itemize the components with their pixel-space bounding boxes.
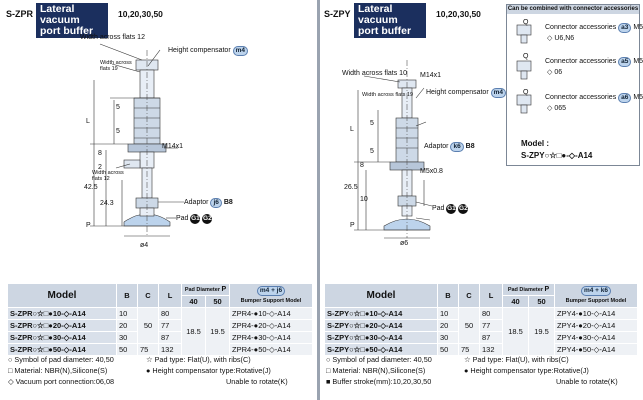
- right-row1-bumper: ZPY4-●20-◇-A14: [555, 320, 638, 332]
- left-dim-8: 8: [98, 150, 102, 157]
- left-row0-B: 10: [117, 308, 138, 320]
- acc-item-2-q: Q: [523, 53, 529, 60]
- table-row: [8, 332, 313, 344]
- left-note-1: ○ Symbol of pad diameter: 40,50: [8, 355, 114, 364]
- left-row1-model: S-ZPR○☆□●20-◇-A14: [8, 320, 117, 332]
- left-adaptor-code: B8: [223, 199, 233, 206]
- right-note-5: Unable to rotate(K): [556, 377, 618, 386]
- left-row1-L: 77: [159, 320, 182, 332]
- right-th-pad-diameter: [503, 284, 555, 296]
- right-title-line1: Lateral vacuum: [358, 3, 398, 26]
- acc-item-1-label: Connector accessories: [545, 24, 617, 31]
- right-technical-drawing: [320, 30, 506, 250]
- acc-item-2-badge: a5: [618, 57, 631, 67]
- left-label-height-compensator: [168, 46, 248, 56]
- acc-item-2: [545, 57, 643, 67]
- right-note-3: □ Material: NBR(N),Silicone(S): [326, 366, 426, 375]
- left-title-line2: port buffer: [40, 25, 94, 37]
- right-note-2: ☆ Pad type: Flat(U), with ribs(C): [464, 355, 569, 364]
- acc-item-3-label: Connector accessories: [545, 94, 617, 101]
- accessories-box: [506, 4, 643, 166]
- left-row2-L: 87: [159, 332, 182, 344]
- right-pad-badge-g2: G2: [459, 205, 468, 212]
- right-row0-model: S-ZPY○☆□●10-◇-A14: [325, 308, 438, 320]
- acc-item-3-badge: a6: [618, 93, 631, 103]
- left-dim-42-5: 42.5: [84, 184, 98, 191]
- right-row3-B: 50: [438, 344, 459, 356]
- acc-item-3: [545, 93, 643, 103]
- right-row3-C: 75: [459, 344, 480, 356]
- left-hc-badge: m4: [233, 46, 248, 56]
- table-row: [325, 308, 638, 320]
- left-dim-2: 2: [98, 164, 102, 171]
- right-th-model: Model: [325, 284, 438, 308]
- acc-item-1-spec: ◇ U6,N6: [547, 35, 575, 42]
- acc-model-label: Model :: [521, 139, 549, 148]
- right-bumper-text: Bumper Support Model: [565, 297, 627, 304]
- right-row2-B: 30: [438, 332, 459, 344]
- left-row0-L: 80: [159, 308, 182, 320]
- acc-item-1-q: Q: [523, 19, 529, 26]
- left-th-P: P: [221, 285, 227, 293]
- acc-item-3-q: Q: [523, 89, 529, 96]
- right-label-height-compensator: [426, 88, 506, 98]
- left-row1-bumper: ZPR4-●20-◇-A14: [230, 320, 313, 332]
- left-panel: [0, 0, 316, 400]
- left-th-C: C: [138, 284, 159, 308]
- left-pad-badge-g1: G1: [191, 215, 200, 222]
- left-label-thread: M14x1: [162, 143, 184, 150]
- acc-model-code: S-ZPY○☆□●-◇-A14: [521, 151, 593, 160]
- right-row3-L: 132: [480, 344, 503, 356]
- right-hc-text: Height compensator: [426, 89, 489, 96]
- table-row: [8, 320, 313, 332]
- table-row: [8, 308, 313, 320]
- left-dim-24-3: 24.3: [100, 200, 114, 207]
- left-hc-text: Height compensator: [168, 47, 231, 54]
- left-th-L: L: [159, 284, 182, 308]
- right-dim-5a: 5: [370, 120, 374, 127]
- right-title-line2: port buffer: [358, 25, 412, 37]
- right-note-6: ■ Buffer stroke(mm):10,20,30,50: [326, 377, 432, 386]
- right-series-code: S-ZPY: [324, 9, 351, 19]
- right-note-4: ● Height compensator type:Rotative(J): [464, 366, 589, 375]
- left-label-pad: [176, 214, 212, 224]
- accessories-title: Can be combined with connector accessories: [507, 6, 639, 12]
- left-series-code: S-ZPR: [6, 9, 33, 19]
- right-hc-badge: m4: [491, 88, 506, 98]
- right-th-pad-dia-text: Pad Diameter: [507, 286, 543, 293]
- left-adaptor-text: Adaptor: [184, 199, 209, 206]
- right-dim-P: P: [350, 222, 355, 229]
- right-dim-L: L: [350, 126, 354, 133]
- left-label-adaptor: [184, 198, 233, 208]
- left-row1-B: 20: [117, 320, 138, 332]
- left-note-2: ☆ Pad type: Flat(U), with ribs(C): [146, 355, 251, 364]
- left-title-line1: Lateral vacuum: [40, 3, 80, 26]
- acc-item-1-thread: M5: [633, 24, 643, 31]
- right-pad-text: Pad: [432, 205, 445, 212]
- left-note-4: ● Height compensator type:Rotative(J): [146, 366, 271, 375]
- left-label-waf12: Width across flats 12: [80, 34, 145, 41]
- right-pad-badge-g1: G1: [447, 205, 456, 212]
- left-row3-C: 75: [138, 344, 159, 356]
- left-bumper-badge: m4 + j6: [257, 286, 285, 296]
- table-row: [325, 332, 638, 344]
- left-row3-bumper: ZPR4-●50-◇-A14: [230, 344, 313, 356]
- right-row1-L: 77: [480, 320, 503, 332]
- left-pad-text: Pad: [176, 215, 189, 222]
- right-adaptor-badge: k6: [450, 142, 463, 152]
- left-note-5: Unable to rotate(K): [226, 377, 288, 386]
- right-spec-table: [324, 283, 638, 356]
- left-spec-table: [7, 283, 313, 356]
- right-th-B: B: [438, 284, 459, 308]
- left-row3-model: S-ZPR○☆□●50-◇-A14: [8, 344, 117, 356]
- right-adaptor-text: Adaptor: [424, 143, 449, 150]
- right-dim-5b: 5: [370, 148, 374, 155]
- right-note-1: ○ Symbol of pad diameter: 40,50: [326, 355, 432, 364]
- right-th-C: C: [459, 284, 480, 308]
- acc-item-2-spec: ◇ 06: [547, 69, 563, 76]
- right-row1-model: S-ZPY○☆□●20-◇-A14: [325, 320, 438, 332]
- left-th-40: 40: [182, 296, 206, 308]
- right-row0-bumper: ZPY4-●10-◇-A14: [555, 308, 638, 320]
- right-adaptor-code: B8: [465, 143, 475, 150]
- left-note-6: ◇ Vacuum port connection:06,08: [8, 377, 115, 386]
- right-row1-B: 20: [438, 320, 459, 332]
- left-row3-B: 50: [117, 344, 138, 356]
- right-row3-model: S-ZPY○☆□●50-◇-A14: [325, 344, 438, 356]
- left-bumper-text: Bumper Support Model: [240, 297, 302, 304]
- right-th-bumper: [555, 284, 638, 308]
- right-row0-B: 10: [438, 308, 459, 320]
- acc-item-1: [545, 23, 643, 33]
- left-dim-5b: 5: [116, 128, 120, 135]
- right-row2-L: 87: [480, 332, 503, 344]
- left-dim-diameter: ø4: [140, 242, 149, 249]
- left-note-3: □ Material: NBR(N),Silicone(S): [8, 366, 108, 375]
- right-th-40: 40: [503, 296, 529, 308]
- left-dim-5a: 5: [116, 104, 120, 111]
- right-row3-bumper: ZPY4-●50-◇-A14: [555, 344, 638, 356]
- acc-item-3-thread: M5: [633, 94, 643, 101]
- right-row2-model: S-ZPY○☆□●30-◇-A14: [325, 332, 438, 344]
- right-P50: 19.5: [528, 308, 554, 356]
- right-th-L: L: [480, 284, 503, 308]
- left-pad-badge-g2: G2: [203, 215, 212, 222]
- left-row3-L: 132: [159, 344, 182, 356]
- right-dim-10: 10: [360, 196, 368, 203]
- left-th-pad-dia-text: Pad Diameter: [184, 286, 220, 293]
- right-label-waf10: Width across flats 10: [342, 70, 407, 77]
- left-label-waf19: Width across flats 19: [100, 60, 132, 72]
- left-C-merged: 50: [138, 308, 159, 344]
- left-th-model: Model: [8, 284, 117, 308]
- right-dim-26-5: 26.5: [344, 184, 358, 191]
- right-label-thread-top: M14x1: [420, 72, 442, 79]
- left-th-pad-diameter: [182, 284, 230, 296]
- left-adaptor-badge: j6: [210, 198, 221, 208]
- right-label-waf19: Width across flats 19: [362, 92, 414, 98]
- left-th-bumper: [230, 284, 313, 308]
- left-sizes: 10,20,30,50: [118, 9, 163, 19]
- left-technical-drawing: [0, 30, 316, 250]
- right-row0-L: 80: [480, 308, 503, 320]
- acc-item-2-thread: M5: [633, 58, 643, 65]
- right-label-adaptor: [424, 142, 475, 152]
- right-th-P: P: [544, 285, 550, 293]
- right-dim-diameter: ø6: [400, 240, 409, 247]
- left-row2-model: S-ZPR○☆□●30-◇-A14: [8, 332, 117, 344]
- left-label-waf12b: Width across flats 12: [92, 170, 124, 182]
- left-P50: 19.5: [205, 308, 229, 356]
- right-th-50: 50: [528, 296, 554, 308]
- right-P40: 18.5: [503, 308, 529, 356]
- right-label-m5: M5x0.8: [420, 168, 443, 175]
- left-P40: 18.5: [182, 308, 206, 356]
- right-bumper-badge: m4 + k6: [581, 286, 611, 296]
- table-row: [325, 320, 638, 332]
- left-row2-bumper: ZPR4-●30-◇-A14: [230, 332, 313, 344]
- right-dim-8: 8: [360, 162, 364, 169]
- acc-item-1-badge: a3: [618, 23, 631, 33]
- left-row0-model: S-ZPR○☆□●10-◇-A14: [8, 308, 117, 320]
- left-th-50: 50: [205, 296, 229, 308]
- right-panel: [320, 0, 642, 400]
- right-C-merged: 50: [459, 308, 480, 344]
- left-th-B: B: [117, 284, 138, 308]
- acc-item-3-spec: ◇ 065: [547, 105, 567, 112]
- left-row0-bumper: ZPR4-●10-◇-A14: [230, 308, 313, 320]
- right-label-pad: [432, 204, 468, 214]
- left-dim-L: L: [86, 118, 90, 125]
- right-row2-bumper: ZPY4-●30-◇-A14: [555, 332, 638, 344]
- acc-item-2-label: Connector accessories: [545, 58, 617, 65]
- right-sizes: 10,20,30,50: [436, 9, 481, 19]
- left-dim-P: P: [86, 222, 91, 229]
- left-row2-B: 30: [117, 332, 138, 344]
